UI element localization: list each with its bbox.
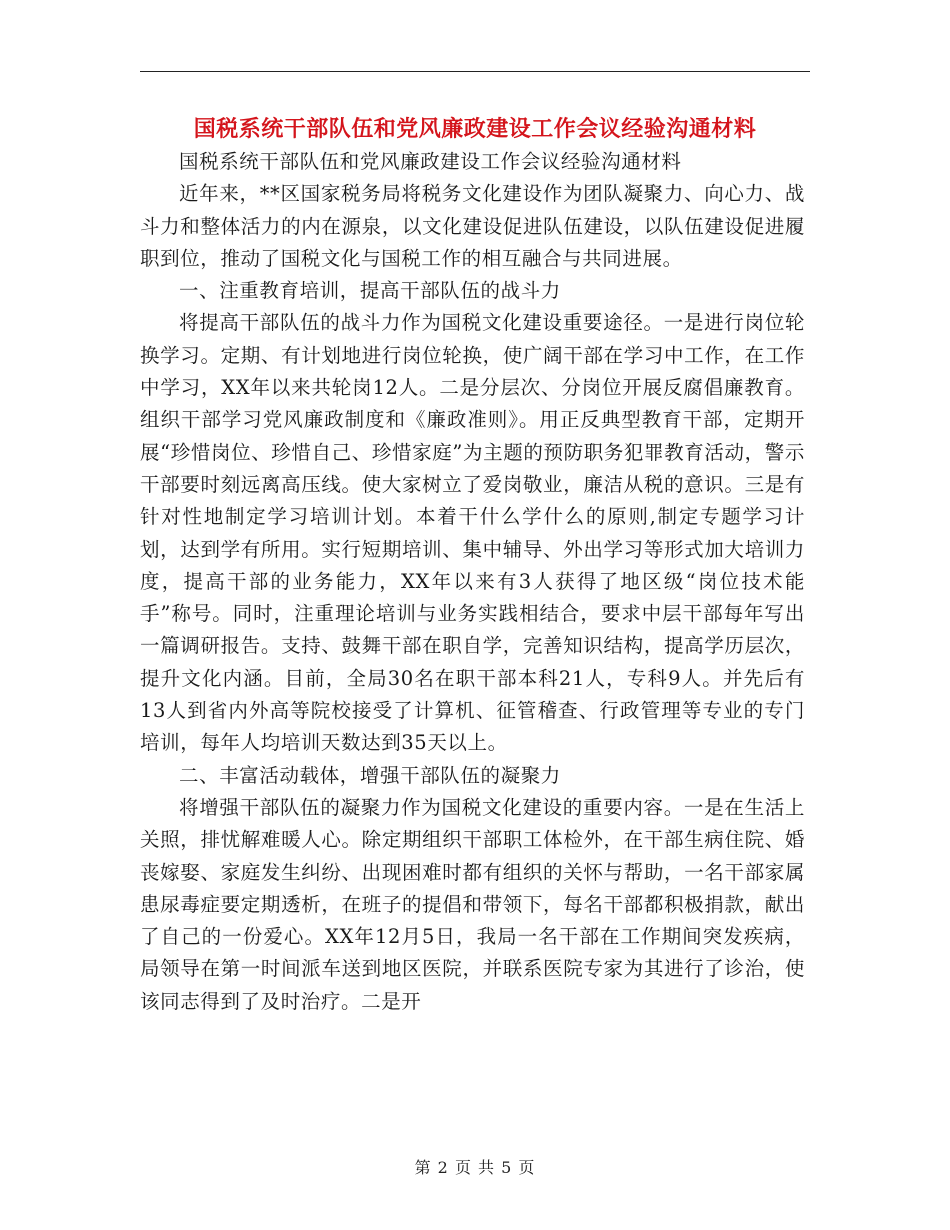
document-title: 国税系统干部队伍和党风廉政建设工作会议经验沟通材料	[193, 116, 757, 142]
header-rule	[140, 71, 810, 72]
section-paragraph-1: 将提高干部队伍的战斗力作为国税文化建设重要途径。一是进行岗位轮换学习。定期、有计划地进行岗位轮换，使广阔干部在学习中工作，在工作中学习，XX年以来共轮岗12人。二是分层次、分岗位开展反腐倡廉教育。组织干部学习党风廉政制度和《廉政准则》。用正反典型教育干部，定期开展“珍惜岗位、珍惜自己、珍惜家庭”为主题的预防职务犯罪教育活动，警示干部要时刻远离高压线。使大家树立了爱岗敬业，廉洁从税的意识。三是有针对性地制定学习培训计划。本着干什么学什么的原则,制定专题学习计划，达到学有所用。实行短期培训、集中辅导、外出学习等形式加大培训力度，提高干部的业务能力，XX年以来有3人获得了地区级“岗位技术能手”称号。同时，注重理论培训与业务实践相结合，要求中层干部每年写出一篇调研报告。支持、鼓舞干部在职自学，完善知识结构，提高学历层次，提升文化内涵。目前，全局30名在职干部本科21人，专科9人。并先后有13人到省内外高等院校接受了计算机、征管稽查、行政管理等专业的专门培训，每年人均培训天数达到35天以上。	[140, 311, 805, 755]
section-heading-2: 二、丰富活动载体，增强干部队伍的凝聚力	[179, 763, 561, 787]
section-heading-1: 一、注重教育培训，提高干部队伍的战斗力	[179, 279, 561, 303]
section-paragraph-2: 将增强干部队伍的凝聚力作为国税文化建设的重要内容。一是在生活上关照，排忧解难暖人心。除定期组织干部职工体检外，在干部生病住院、婚丧嫁娶、家庭发生纠纷、出现困难时都有组织的关怀与帮助，一名干部家属患尿毒症要定期透析，在班子的提倡和带领下，每名干部都积极捐款，献出了自己的一份爱心。XX年12月5日，我局一名干部在工作期间突发疾病，局领导在第一时间派车送到地区医院，并联系医院专家为其进行了诊治，使该同志得到了及时治疗。二是开	[140, 795, 805, 1013]
intro-paragraph: 近年来，**区国家税务局将税务文化建设作为团队凝聚力、向心力、战斗力和整体活力的内在源泉，以文化建设促进队伍建设，以队伍建设促进履职到位，推动了国税文化与国税工作的相互融合与共同进展。	[140, 182, 805, 270]
document-body	[140, 146, 805, 1018]
page-number-footer: 第 2 页 共 5 页	[414, 1158, 536, 1177]
subtitle-paragraph: 国税系统干部队伍和党风廉政建设工作会议经验沟通材料	[179, 150, 682, 173]
